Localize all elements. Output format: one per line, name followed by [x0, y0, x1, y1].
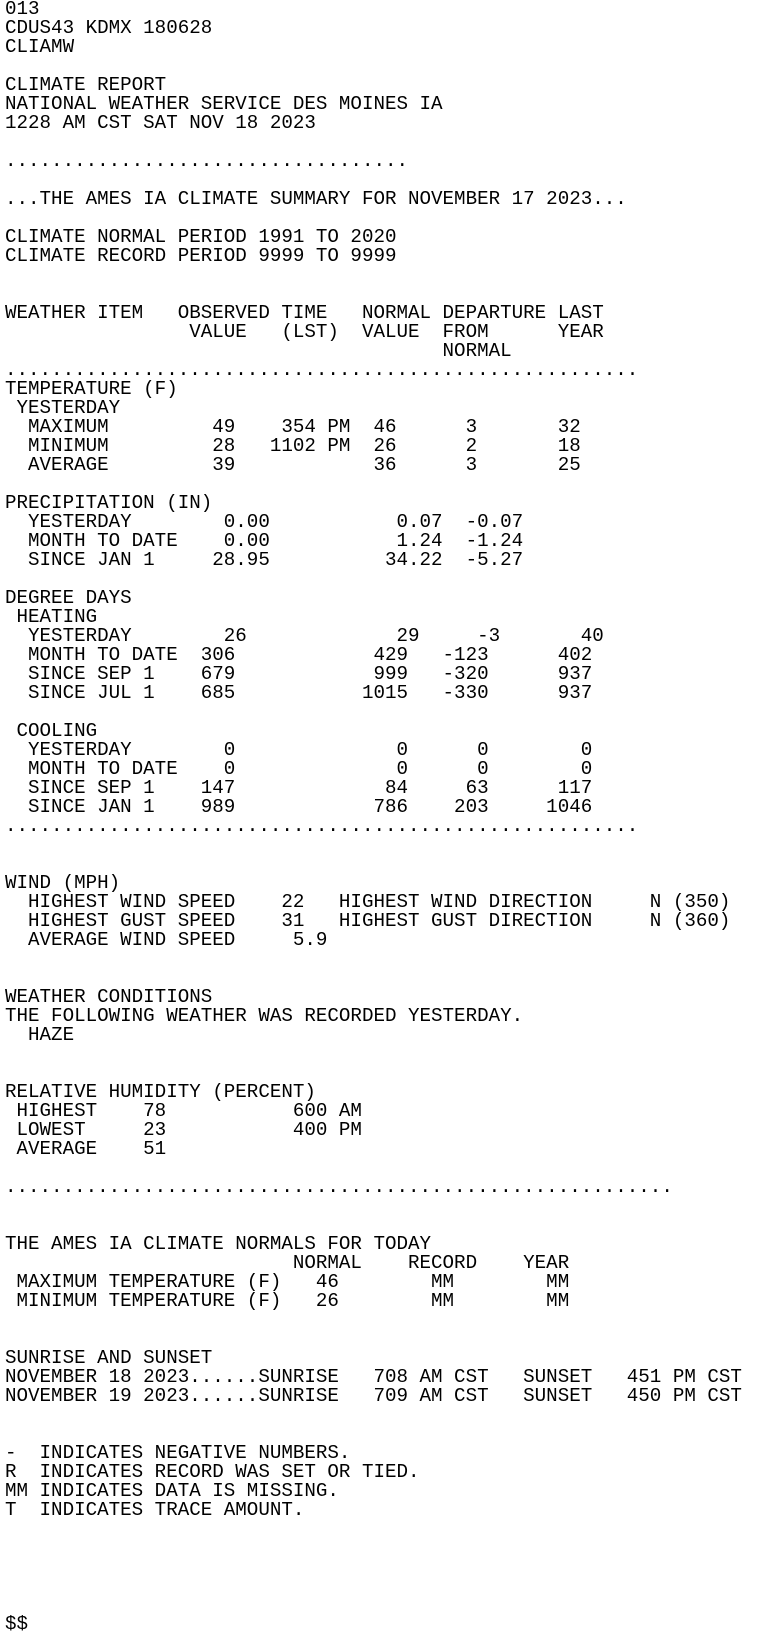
report-line	[5, 1558, 742, 1577]
report-line: SINCE JAN 1 28.95 34.22 -5.27	[5, 549, 524, 571]
report-line: ..........................................................	[5, 1176, 673, 1198]
report-line: VALUE (LST) VALUE FROM YEAR	[5, 321, 604, 343]
report-line: DEGREE DAYS	[5, 587, 132, 609]
report-line	[5, 950, 742, 969]
report-line	[5, 836, 742, 855]
report-line: RELATIVE HUMIDITY (PERCENT)	[5, 1081, 316, 1103]
report-line: NOVEMBER 18 2023......SUNRISE 708 AM CST SUNSET 451 PM CST	[5, 1366, 742, 1388]
report-line: ...................................	[5, 150, 409, 172]
report-line: HIGHEST WIND SPEED 22 HIGHEST WIND DIRECTION N (350)	[5, 891, 731, 913]
report-line: CDUS43 KDMX 180628	[5, 17, 213, 39]
report-line: MAXIMUM 49 354 PM 46 3 32	[5, 416, 581, 438]
report-line: NORMAL RECORD YEAR	[5, 1252, 570, 1274]
report-line: SINCE SEP 1 147 84 63 117	[5, 777, 593, 799]
report-line	[5, 1520, 742, 1539]
report-line: CLIMATE NORMAL PERIOD 1991 TO 2020	[5, 226, 397, 248]
report-line	[5, 1197, 742, 1216]
report-line: MINIMUM TEMPERATURE (F) 26 MM MM	[5, 1290, 570, 1312]
climate-report-text	[5, 0, 742, 1634]
report-line: HEATING	[5, 606, 98, 628]
report-line: PRECIPITATION (IN)	[5, 492, 213, 514]
report-line: AVERAGE 51	[5, 1138, 167, 1160]
report-line: NORMAL	[5, 340, 512, 362]
report-line	[5, 266, 742, 285]
report-line: HAZE	[5, 1024, 75, 1046]
report-line: MONTH TO DATE 306 429 -123 402	[5, 644, 593, 666]
report-line: WEATHER CONDITIONS	[5, 986, 213, 1008]
report-line	[5, 1596, 742, 1615]
report-line: 1228 AM CST SAT NOV 18 2023	[5, 112, 316, 134]
report-line: NOVEMBER 19 2023......SUNRISE 709 AM CST SUNSET 450 PM CST	[5, 1385, 742, 1407]
report-line	[5, 703, 742, 722]
report-line: R INDICATES RECORD WAS SET OR TIED.	[5, 1461, 420, 1483]
report-line: MINIMUM 28 1102 PM 26 2 18	[5, 435, 581, 457]
report-line: CLIMATE REPORT	[5, 74, 167, 96]
report-line	[5, 1311, 742, 1330]
report-line: AVERAGE WIND SPEED 5.9	[5, 929, 328, 951]
report-line: HIGHEST 78 600 AM	[5, 1100, 362, 1122]
report-line	[5, 1577, 742, 1596]
report-line	[5, 1539, 742, 1558]
report-line: - INDICATES NEGATIVE NUMBERS.	[5, 1442, 351, 1464]
report-line: LOWEST 23 400 PM	[5, 1119, 362, 1141]
report-line: MONTH TO DATE 0.00 1.24 -1.24	[5, 530, 524, 552]
report-line: 013	[5, 0, 40, 20]
report-line: TEMPERATURE (F)	[5, 378, 178, 400]
report-line	[5, 1406, 742, 1425]
report-line: SINCE JAN 1 989 786 203 1046	[5, 796, 593, 818]
report-line: WIND (MPH)	[5, 872, 121, 894]
report-line: WEATHER ITEM OBSERVED TIME NORMAL DEPARTURE LAST	[5, 302, 604, 324]
report-line: SUNRISE AND SUNSET	[5, 1347, 213, 1369]
report-line: YESTERDAY 0.00 0.07 -0.07	[5, 511, 524, 533]
report-line: THE AMES IA CLIMATE NORMALS FOR TODAY	[5, 1233, 432, 1255]
report-line: CLIAMW	[5, 36, 75, 58]
report-line	[5, 1045, 742, 1064]
report-line: ...THE AMES IA CLIMATE SUMMARY FOR NOVEMBER 17 2023...	[5, 188, 627, 210]
report-line: MAXIMUM TEMPERATURE (F) 46 MM MM	[5, 1271, 570, 1293]
report-line: HIGHEST GUST SPEED 31 HIGHEST GUST DIRECTION N (360)	[5, 910, 731, 932]
report-line: $$	[5, 1613, 29, 1635]
report-line: YESTERDAY 26 29 -3 40	[5, 625, 604, 647]
report-line: NATIONAL WEATHER SERVICE DES MOINES IA	[5, 93, 443, 115]
report-line: AVERAGE 39 36 3 25	[5, 454, 581, 476]
report-line: SINCE SEP 1 679 999 -320 937	[5, 663, 593, 685]
report-line: .......................................................	[5, 359, 639, 381]
report-line: YESTERDAY 0 0 0 0	[5, 739, 593, 761]
report-line: .......................................................	[5, 815, 639, 837]
report-line: T INDICATES TRACE AMOUNT.	[5, 1499, 305, 1521]
report-line: MONTH TO DATE 0 0 0 0	[5, 758, 593, 780]
report-line: SINCE JUL 1 685 1015 -330 937	[5, 682, 593, 704]
report-line: COOLING	[5, 720, 98, 742]
report-line: MM INDICATES DATA IS MISSING.	[5, 1480, 339, 1502]
report-line: THE FOLLOWING WEATHER WAS RECORDED YESTERDAY.	[5, 1005, 524, 1027]
report-line: YESTERDAY	[5, 397, 121, 419]
report-line: CLIMATE RECORD PERIOD 9999 TO 9999	[5, 245, 397, 267]
